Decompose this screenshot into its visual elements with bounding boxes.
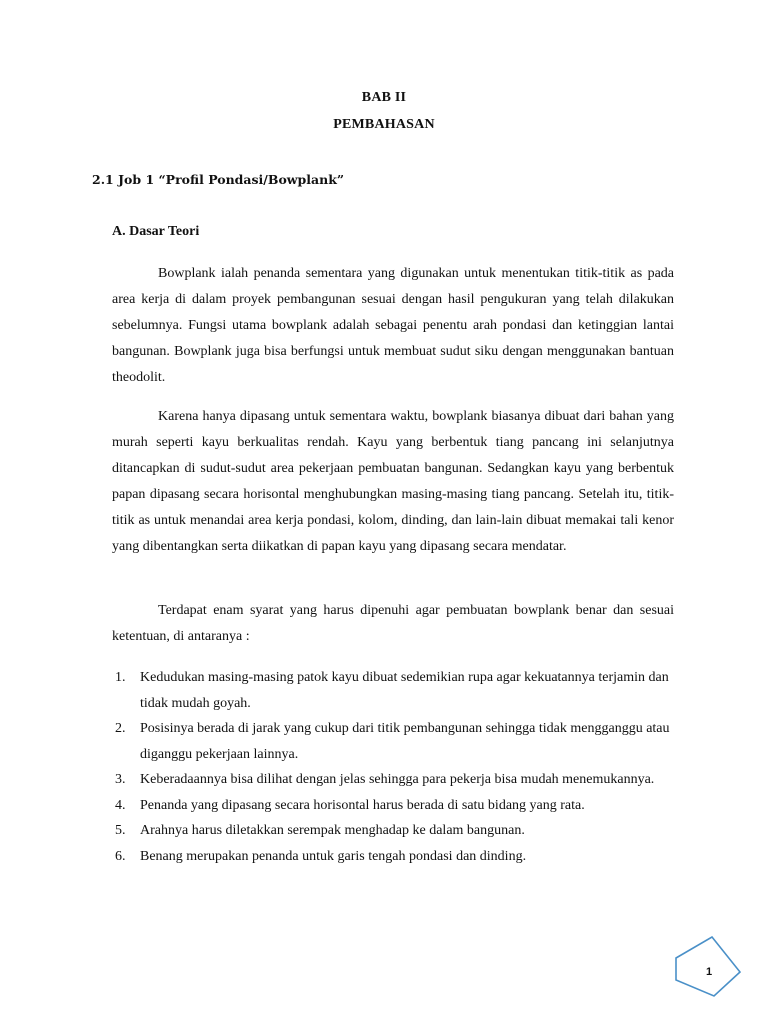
list-item-number: 3.: [115, 772, 126, 787]
body-paragraph: Terdapat enam syarat yang harus dipenuhi agar pembuatan bowplank benar dan sesuai ketentuan, di antaranya :: [112, 603, 674, 644]
list-item-text: Penanda yang dipasang secara horisontal harus berada di satu bidang yang rata.: [140, 797, 585, 813]
list-item-number: 4.: [115, 797, 126, 813]
page-number: 1: [705, 966, 713, 978]
list-item: [112, 767, 672, 793]
body-paragraph: Bowplank ialah penanda sementara yang digunakan untuk menentukan titik-titik as pada area kerja di dalam proyek pembangunan sesuai dengan hasil pengukuran yang telah dilakukan sebelumnya. Fungsi utama bowplank adalah sebagai penentu arah pondasi dan ketinggian lantai bangunan. Bowplank juga bisa berfungsi untuk membuat sudut siku dengan menggunakan bantuan theodolit.: [112, 266, 674, 385]
list-item-text: Kedudukan masing-masing patok kayu dibuat sedemikian rupa agar kekuatannya terjamin dan tidak mudah goyah.: [140, 670, 669, 711]
requirements-list: [112, 665, 672, 869]
list-item-text: Posisinya berada di jarak yang cukup dari titik pembangunan sehingga tidak mengganggu atau diganggu pekerjaan lainnya.: [140, 721, 670, 762]
list-item: [112, 844, 672, 870]
list-item-text: Keberadaannya bisa dilihat dengan jelas sehingga para pekerja bisa mudah menemukannya.: [140, 772, 655, 787]
list-item: [112, 793, 672, 819]
list-item: [112, 716, 672, 767]
section-heading: 2.1 Job 1 “Profil Pondasi/Bowplank”: [92, 172, 345, 187]
list-item: [112, 818, 672, 844]
list-item-number: 6.: [115, 848, 126, 864]
page-number-badge: [674, 936, 744, 1000]
list-item-number: 1.: [115, 670, 126, 685]
list-item: [112, 665, 672, 716]
chapter-title: PEMBAHASAN: [333, 117, 435, 132]
list-item-number: 2.: [115, 721, 126, 736]
subsection-heading: A. Dasar Teori: [112, 224, 200, 239]
list-item-text: Benang merupakan penanda untuk garis tengah pondasi dan dinding.: [140, 848, 527, 864]
chapter-number: BAB II: [361, 90, 407, 105]
body-paragraph: Karena hanya dipasang untuk sementara waktu, bowplank biasanya dibuat dari bahan yang murah seperti kayu berkualitas rendah. Kayu yang berbentuk tiang pancang ini selanjutnya ditancapkan di sudut-sudut area pekerjaan pembuatan bangunan. Sedangkan kayu yang berbentuk papan dipasang secara horisontal menghubungkan masing-masing tiang pancang. Setelah itu, titik-titik as untuk menandai area kerja pondasi, kolom, dinding, dan lain-lain dibuat memakai tali kenor yang dibentangkan serta diikatkan di papan kayu yang dipasang secara mendatar.: [112, 409, 674, 554]
list-item-number: 5.: [115, 823, 126, 838]
list-item-text: Arahnya harus diletakkan serempak menghadap ke dalam bangunan.: [140, 823, 525, 838]
